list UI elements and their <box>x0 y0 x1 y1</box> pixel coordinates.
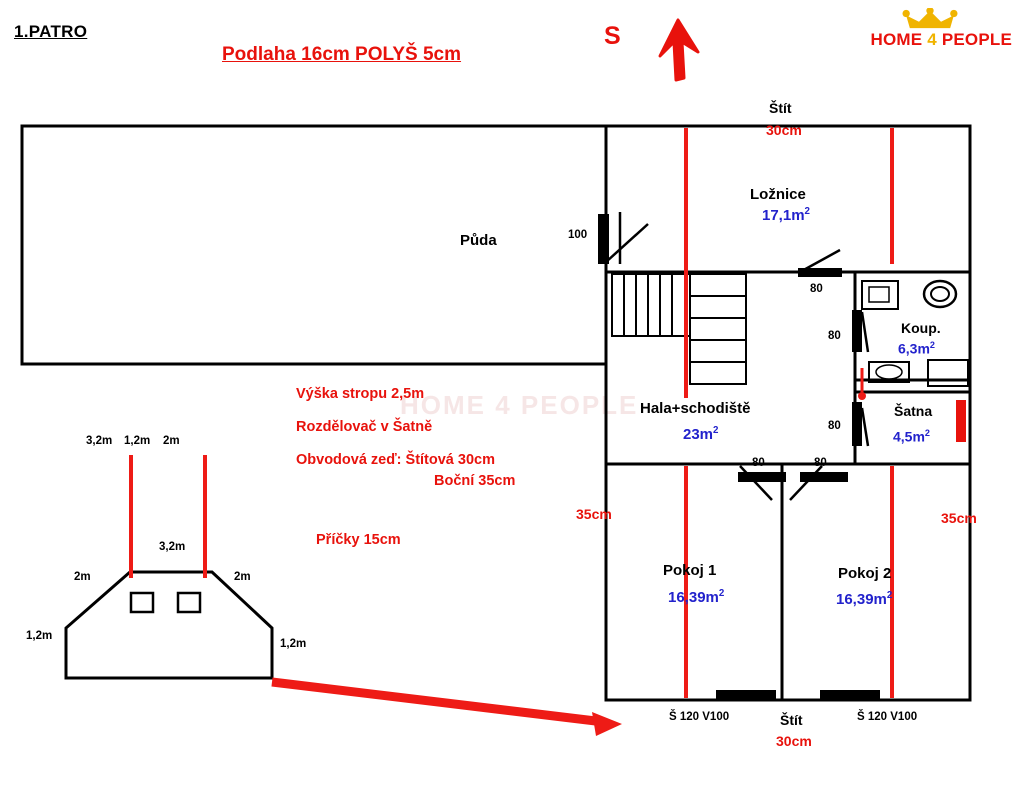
room-area-hala: $23m^2$ <box>683 425 719 443</box>
room-label-pokoj1: Pokoj 1 <box>663 562 717 579</box>
room-area-pokoj2: $16,39m^2$ <box>836 590 893 608</box>
opening-window-100: 100 <box>568 229 588 241</box>
compass-label: S <box>604 22 621 50</box>
opening-door-loznice: 80 <box>810 283 823 295</box>
page-title: 1.PATRO <box>14 22 88 41</box>
opening-door-pokoj1: 80 <box>752 457 765 469</box>
room-area-loznice: $17,1m^2$ <box>762 206 810 224</box>
opening-door-satna: 80 <box>828 420 841 432</box>
note-perimeter-wall: Obvodová zeď: Štítová 30cm <box>296 452 495 468</box>
room-area-pokoj1: $16,39m^2$ <box>668 588 725 606</box>
elev-dim-1-2m-right: 1,2m <box>280 638 307 650</box>
gable-bottom-value: 30cm <box>776 733 812 749</box>
opening-window-right: Š 120 V100 <box>857 711 918 723</box>
note-manifold: Rozdělovač v Šatně <box>296 419 433 435</box>
room-area-satna: $4,5m^2$ <box>893 428 930 445</box>
side-wall-left-value: 35cm <box>576 506 612 522</box>
elev-dim-1-2m-left: 1,2m <box>26 630 53 642</box>
elev-dim-3-2m-mid: 3,2m <box>159 541 186 553</box>
note-partitions: Příčky 15cm <box>316 532 401 548</box>
watermark: HOME 4 PEOPLE <box>400 390 639 420</box>
elev-dim-3-2m-top: 3,2m <box>86 435 113 447</box>
room-label-hala: Hala+schodiště <box>640 400 751 417</box>
room-label-loznice: Ložnice <box>750 186 806 203</box>
note-ceiling-height: Výška stropu 2,5m <box>296 386 425 402</box>
gable-top-label: Štít <box>769 100 792 116</box>
logo-four: 4 <box>927 30 937 49</box>
opening-door-koupelna: 80 <box>828 330 841 342</box>
note-side-wall: Boční 35cm <box>434 473 516 489</box>
side-wall-right-value: 35cm <box>941 510 977 526</box>
opening-window-left: Š 120 V100 <box>669 711 730 723</box>
room-label-puda: Půda <box>460 232 497 249</box>
elev-dim-2m-left: 2m <box>74 571 91 583</box>
logo-people: PEOPLE <box>941 30 1012 49</box>
elev-dim-2m-top: 2m <box>163 435 180 447</box>
elev-dim-1-2m-top: 1,2m <box>124 435 151 447</box>
gable-bottom-label: Štít <box>780 712 803 728</box>
logo-home: HOME <box>870 30 923 49</box>
elev-dim-2m-right: 2m <box>234 571 251 583</box>
floor-construction-note: Podlaha 16cm POLYŠ 5cm <box>222 44 462 65</box>
room-label-satna: Šatna <box>894 403 933 419</box>
room-label-pokoj2: Pokoj 2 <box>838 565 892 582</box>
gable-top-value: 30cm <box>766 122 802 138</box>
opening-door-pokoj2: 80 <box>814 457 827 469</box>
room-label-koupelna: Koup. <box>901 320 941 336</box>
room-area-koupelna: $6,3m^2$ <box>898 340 935 357</box>
